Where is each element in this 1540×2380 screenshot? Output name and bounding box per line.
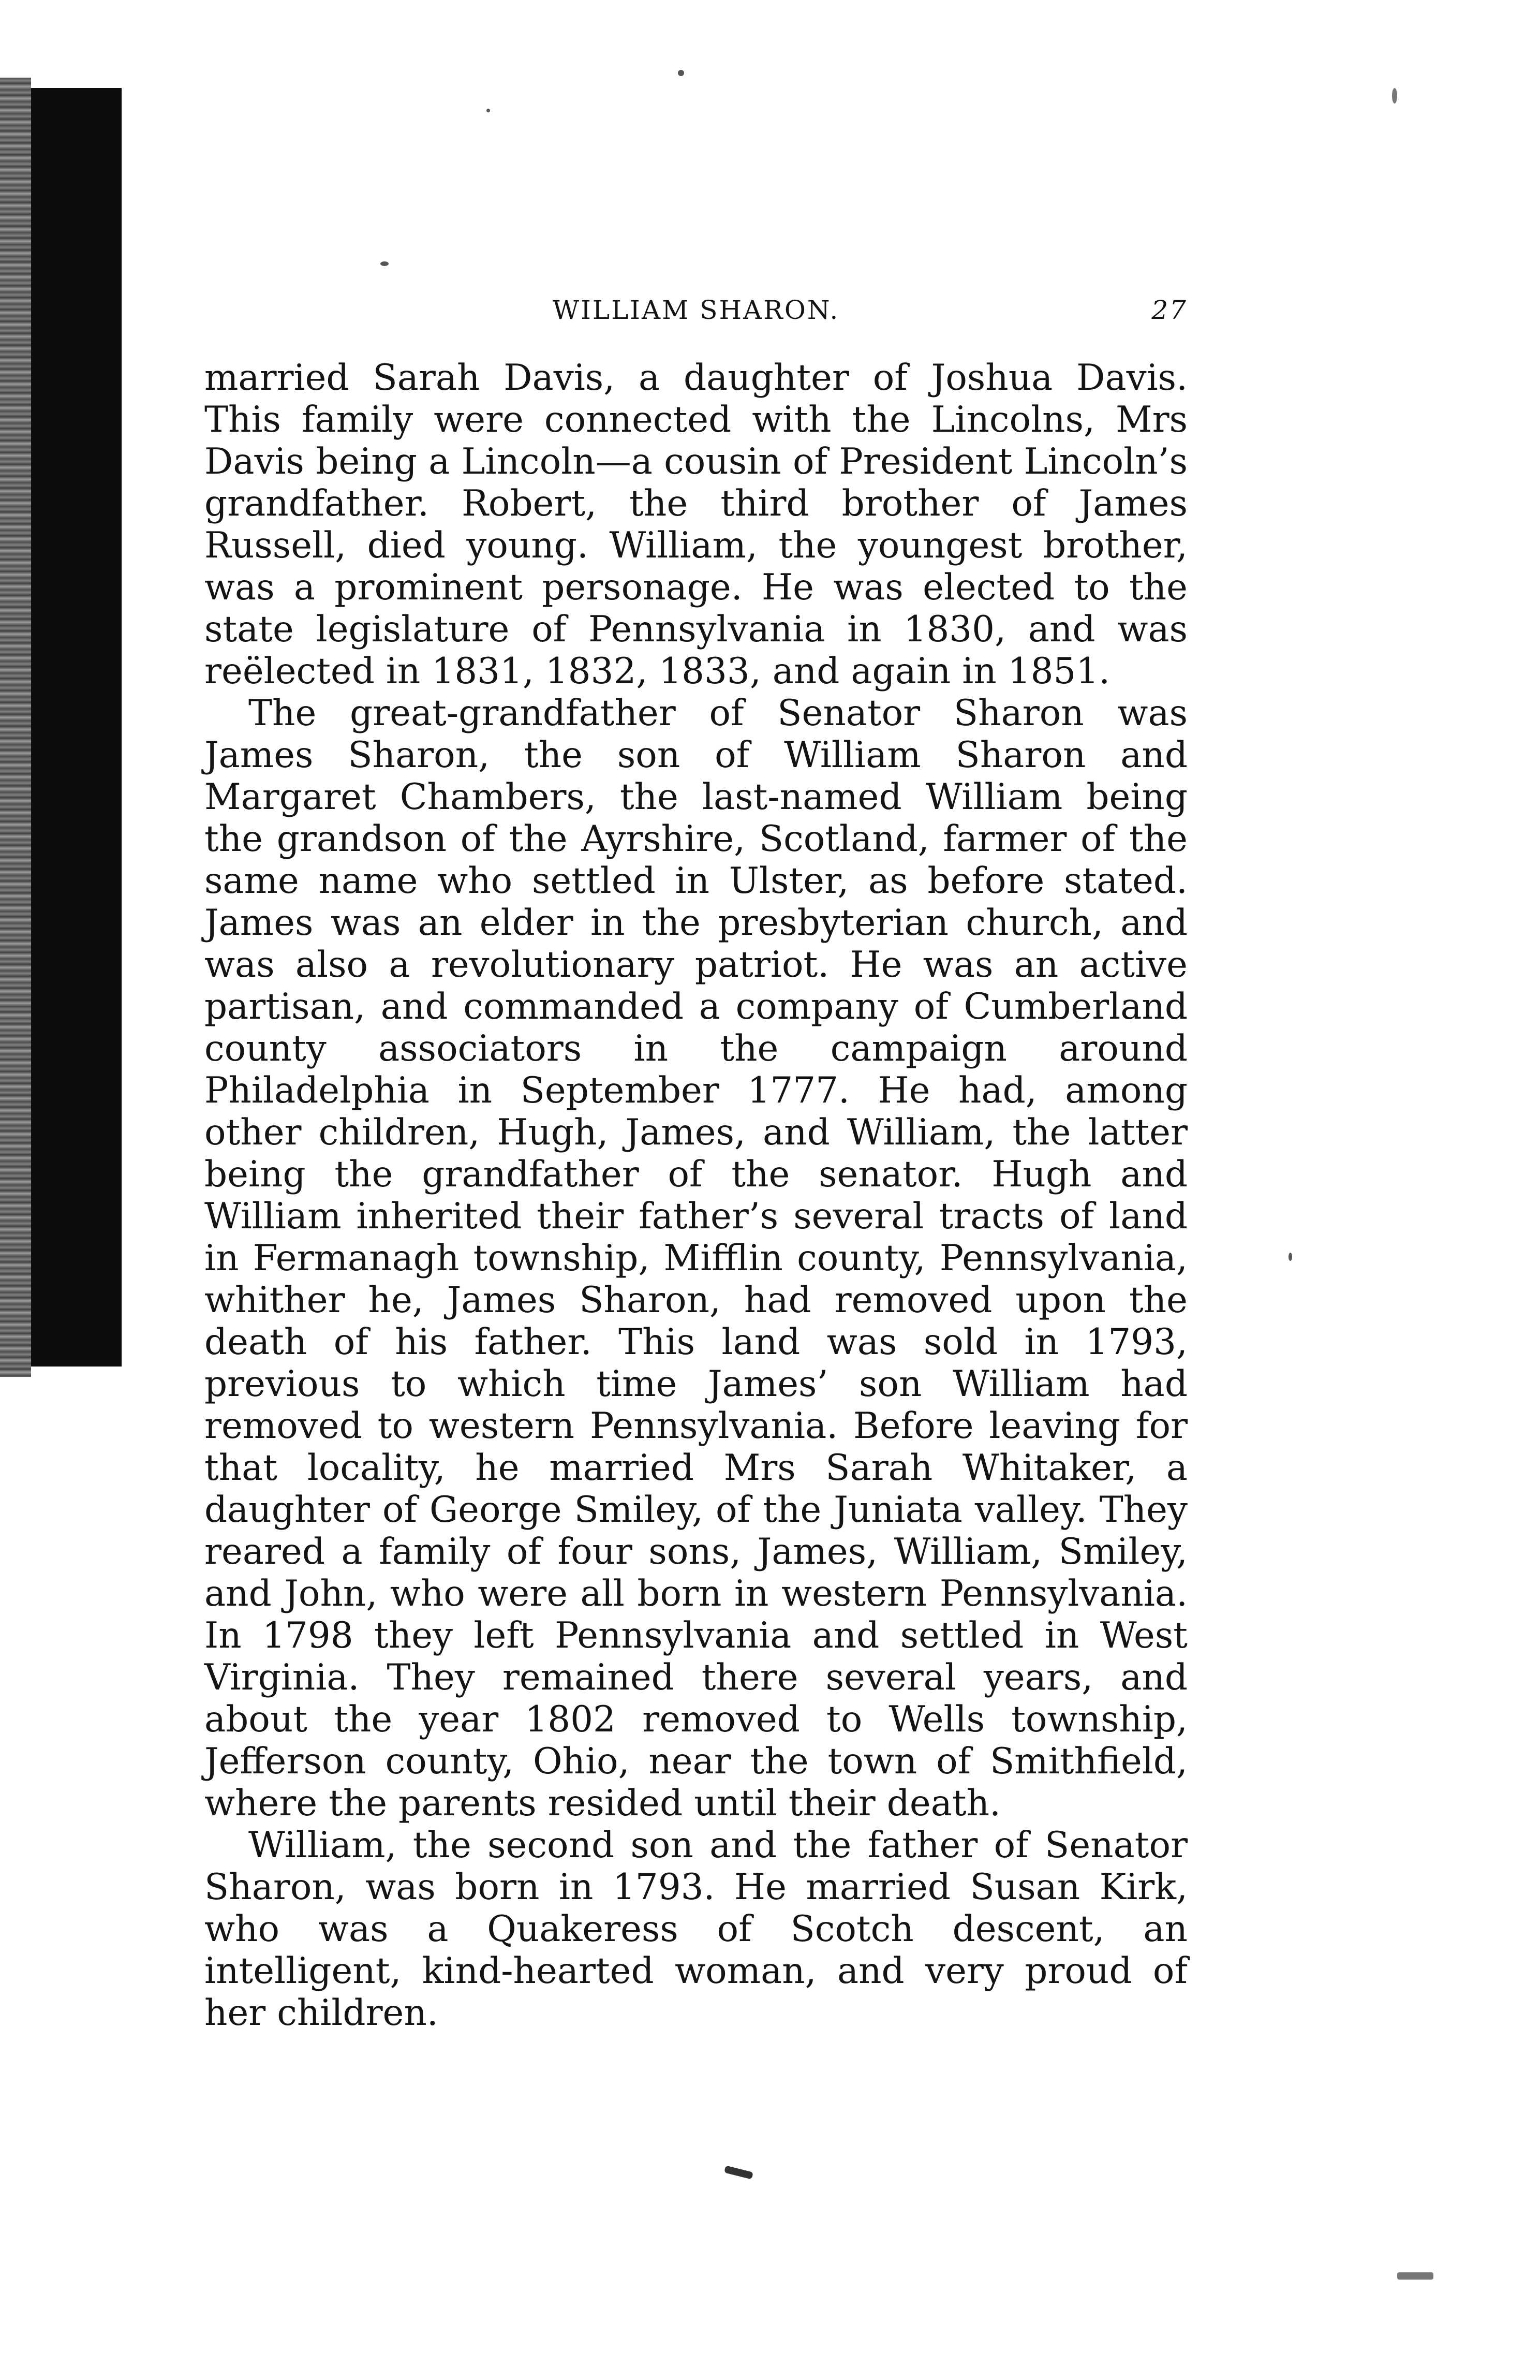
scan-speck [486,109,490,112]
scan-speck [1392,88,1397,104]
scan-mark [724,2166,753,2180]
scan-speck [380,261,389,266]
paragraph: William, the second son and the father of Senator Sharon, was born in 1793. He married Susan Kirk, who was a Quakeress of Scotch descent, an intelligent, kind-hearted woman, and very proud of her children. [204,1825,1188,2034]
scan-speck [1289,1253,1292,1261]
scan-speck [1397,2272,1433,2280]
scan-speck [678,70,684,76]
scan-binding-edge [31,88,122,1367]
paragraph-continued: married Sarah Davis, a daughter of Joshua Davis. This family were connected with the Lincolns, Mrs Davis being a Lincoln—a cousin of President Lincoln’s grandfather. Robert, the third brother of James Russell, died young. William, the youngest brother, was a prominent personage. He was elected to the state legislature of Pennsylvania in 1830, and was reëlected in 1831, 1832, 1833, and again in 1851. [204,357,1188,692]
scan-edge-shadow [0,78,31,1377]
book-page [204,290,1188,2034]
running-header [204,290,1188,336]
running-title: WILLIAM SHARON. [552,295,840,325]
paragraph: The great-grandfather of Senator Sharon was James Sharon, the son of William Sharon and Margaret Chambers, the last-named William being the grandson of the Ayrshire, Scotland, farmer of the same name who settled in Ulster, as before stated. James was an elder in the presbyterian church, and was also a revolutionary patriot. He was an active partisan, and commanded a company of Cumberland county associators in the campaign around Philadelphia in September 1777. He had, among other children, Hugh, James, and William, the latter being the grandfather of the senator. Hugh and William inherited their father’s several tracts of land in Fermanagh township, Mifflin county, Pennsylvania, whither he, James Sharon, had removed upon the death of his father. This land was sold in 1793, previous to which time James’ son William had removed to western Pennsylvania. Before leaving for that locality, he married Mrs Sarah Whitaker, a daughter of George Smiley, of the Juniata valley. They reared a family of four sons, James, William, Smiley, and John, who were all born in western Pennsylvania. In 1798 they left Pennsylvania and settled in West Virginia. They remained there several years, and about the year 1802 removed to Wells township, Jefferson county, Ohio, near the town of Smithfield, where the parents resided until their death. [204,693,1188,1824]
body-text [204,357,1188,2034]
page-number: 27 [1151,295,1188,325]
